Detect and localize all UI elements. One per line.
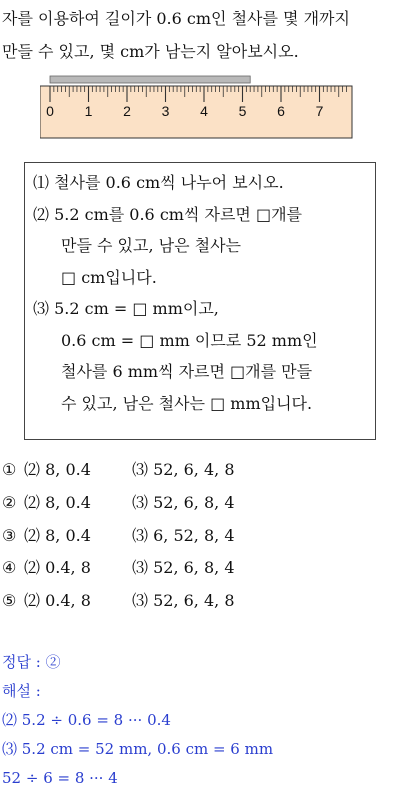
choice-4[interactable] [2,552,398,585]
ruler-tick-label: 5 [238,103,247,119]
choice-1[interactable] [2,454,398,487]
problem-line-1: 자를 이용하여 길이가 0.6 cm인 철사를 몇 개까지 [2,9,350,28]
choice-part-2: ⑵ 8, 0.4 [24,460,91,479]
choice-part-3: ⑶ 52, 6, 4, 8 [132,591,235,611]
question-2-line-2: 만들 수 있고, 남은 철사는 [61,236,241,255]
question-2-line-1: ⑵ 5.2 cm를 0.6 cm씩 자르면 □개를 [33,204,302,224]
question-3-line-2: 0.6 cm = □ mm 이므로 52 mm인 [61,330,318,350]
choice-number: ③ [2,525,17,545]
choice-part-3: ⑶ 52, 6, 4, 8 [132,460,235,479]
ruler-tick-label: 4 [200,103,208,119]
ruler-tick-label: 7 [315,103,324,119]
choice-number: ② [2,492,17,512]
problem-statement [2,2,398,68]
question-2-line-3: □ cm입니다. [61,267,157,287]
ruler-tick-label: 6 [277,103,285,119]
choice-2[interactable] [2,487,398,520]
explanation-heading: 해설 : [2,682,41,700]
choice-part-3: ⑶ 6, 52, 8, 4 [132,525,235,545]
choice-number: ④ [2,558,17,578]
explanation-line-3: 52 ÷ 6 = 8 ··· 4 [2,769,118,787]
choice-part-2: ⑵ 0.4, 8 [24,558,91,578]
explanation-line-2: ⑶ 5.2 cm = 52 mm, 0.6 cm = 6 mm [2,740,274,758]
problem-line-2: 만들 수 있고, 몇 cm가 남는지 알아보시오. [2,42,299,61]
ruler-illustration [40,72,360,142]
choice-part-3: ⑶ 52, 6, 8, 4 [132,558,235,578]
answer-section [2,648,398,793]
wire-bar [50,76,250,83]
choice-part-2: ⑵ 8, 0.4 [24,525,91,545]
ruler-tick-label: 1 [84,103,93,119]
question-1: ⑴ 철사를 0.6 cm씩 나누어 보시오. [33,173,284,192]
choice-part-2: ⑵ 8, 0.4 [24,492,91,512]
choice-3[interactable] [2,520,398,553]
choice-number: ① [2,460,17,479]
ruler-tick-label: 2 [123,103,131,119]
question-3-line-3: 철사를 6 mm씩 자르면 □개를 만들 [61,362,313,381]
question-3-line-4: 수 있고, 남은 철사는 □ mm입니다. [61,393,313,413]
explanation-line-1: ⑵ 5.2 ÷ 0.6 = 8 ··· 0.4 [2,711,171,729]
ruler-tick-label: 0 [46,103,54,119]
choice-part-2: ⑵ 0.4, 8 [24,591,91,611]
question-3-line-1: ⑶ 5.2 cm = □ mm이고, [33,299,219,318]
choice-5[interactable] [2,585,398,618]
choice-part-3: ⑶ 52, 6, 8, 4 [132,492,235,512]
correct-answer: 정답 : ② [2,653,61,671]
ruler-figure [40,72,360,142]
sub-questions-box [24,162,376,440]
choice-number: ⑤ [2,591,17,611]
answer-choices [2,454,398,618]
ruler-tick-label: 3 [161,103,170,119]
